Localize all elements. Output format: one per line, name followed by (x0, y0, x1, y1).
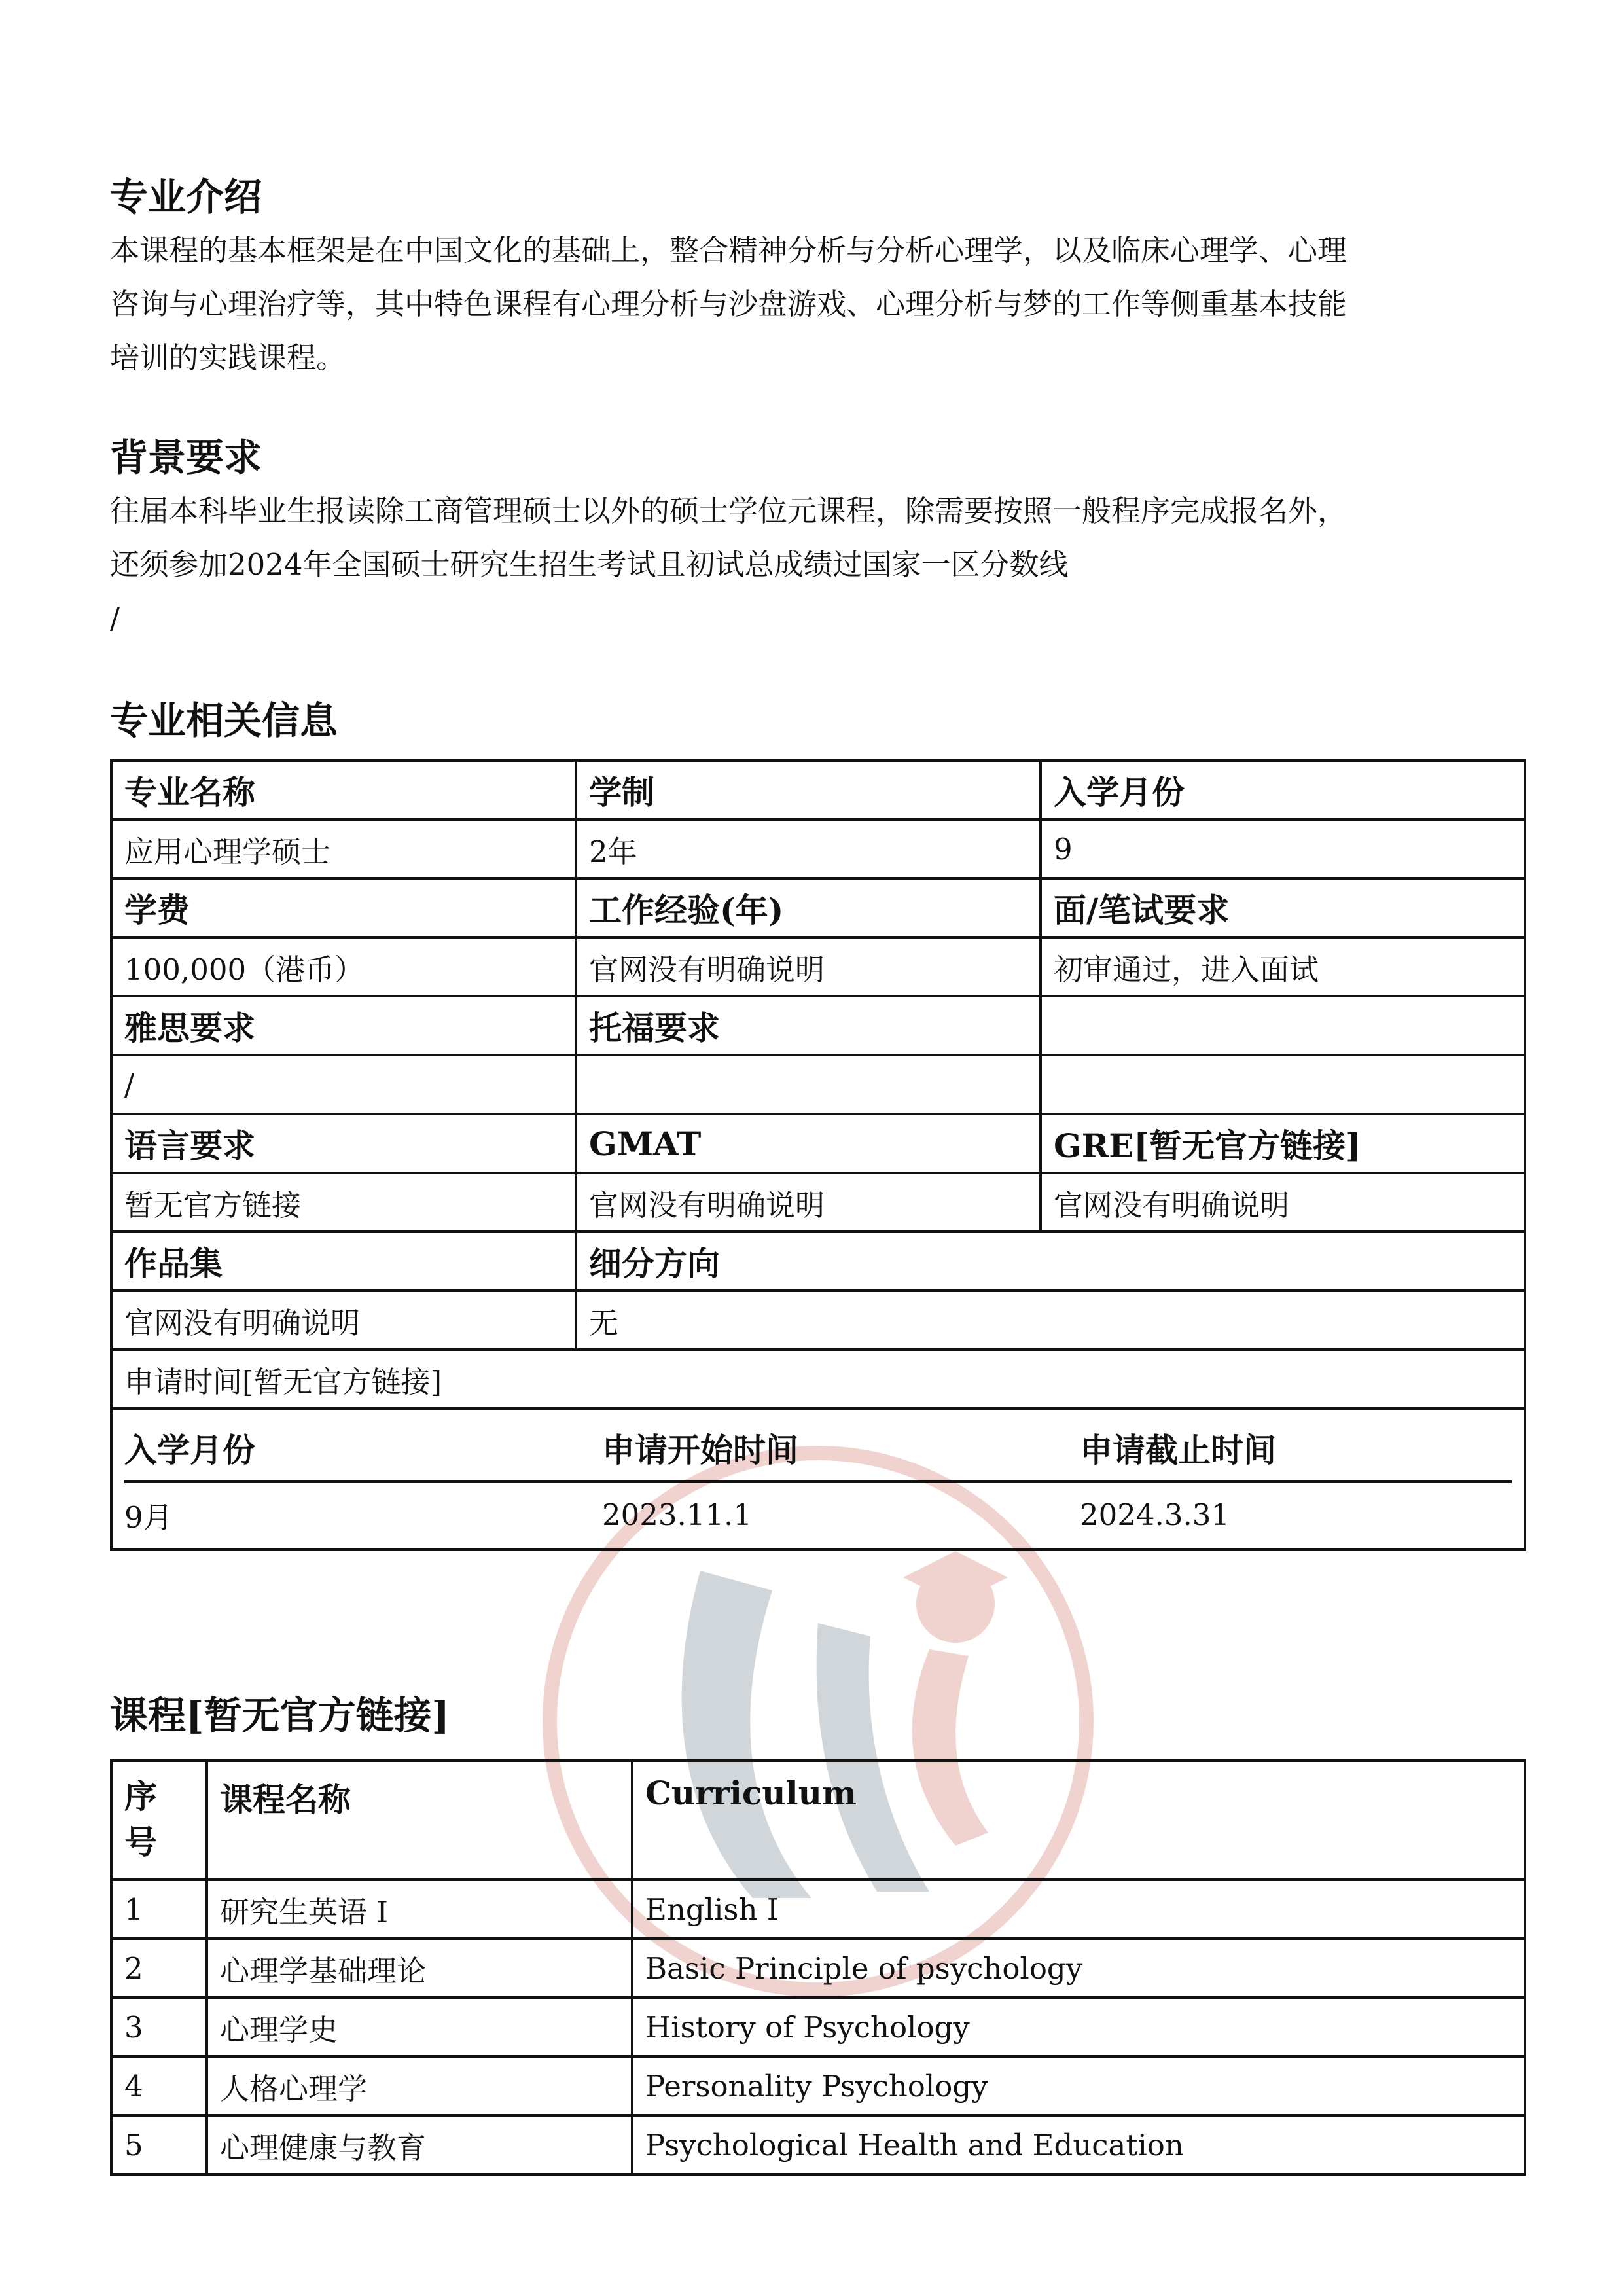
direction-label: 细分方向 (576, 1232, 1525, 1291)
course-en: Basic Principle of psychology (632, 1939, 1525, 1998)
work-experience-value: 官网没有明确说明 (576, 937, 1041, 996)
work-experience-label: 工作经验(年) (576, 878, 1041, 937)
major-value: 应用心理学硕士 (111, 819, 576, 878)
background-line: 还须参加2024年全国硕士研究生招生考试且初试总成绩过国家一区分数线 (110, 547, 1069, 582)
intake-label: 入学月份 (1041, 761, 1525, 819)
course-no: 2 (111, 1939, 207, 1998)
background-title: 背景要求 (110, 435, 262, 480)
dates-start-header: 申请开始时间 (602, 1410, 1080, 1482)
apply-dates-table (124, 1410, 1512, 1548)
portfolio-value: 官网没有明确说明 (111, 1291, 576, 1350)
info-table (110, 759, 1526, 1551)
table-row (111, 1998, 1525, 2056)
gmat-label: GMAT (576, 1114, 1041, 1173)
course-en: Personality Psychology (632, 2056, 1525, 2115)
dates-end-header: 申请截止时间 (1080, 1410, 1512, 1482)
course-en: English I (632, 1880, 1525, 1939)
intro-line: 本课程的基本框架是在中国文化的基础上，整合精神分析与分析心理学，以及临床心理学、心理 (110, 233, 1347, 268)
major-label: 专业名称 (111, 761, 576, 819)
course-no-header-line: 序 (124, 1777, 157, 1816)
course-cn: 研究生英语 I (207, 1880, 632, 1939)
course-no-header-line: 号 (124, 1823, 157, 1861)
apply-time-label: 申请时间[暂无官方链接] (111, 1350, 1525, 1408)
course-no: 1 (111, 1880, 207, 1939)
intake-value: 9 (1041, 819, 1525, 878)
empty-cell (1041, 996, 1525, 1055)
apply-dates-cell (111, 1408, 1525, 1549)
dates-intake-header: 入学月份 (124, 1410, 602, 1482)
interview-value: 初审通过，进入面试 (1041, 937, 1525, 996)
courses-title: 课程[暂无官方链接] (110, 1693, 450, 1738)
table-row (111, 1939, 1525, 1998)
course-table (110, 1759, 1526, 2176)
gre-value: 官网没有明确说明 (1041, 1173, 1525, 1232)
intro-paragraph (110, 224, 1524, 385)
course-cn-header: 课程名称 (207, 1761, 632, 1880)
course-en: Psychological Health and Education (632, 2115, 1525, 2174)
table-row (111, 2115, 1525, 2174)
ielts-label: 雅思要求 (111, 996, 576, 1055)
gre-label: GRE[暂无官方链接] (1041, 1114, 1525, 1173)
tuition-value: 100,000（港币） (111, 937, 576, 996)
empty-cell (1041, 1055, 1525, 1114)
direction-value: 无 (576, 1291, 1525, 1350)
gmat-value: 官网没有明确说明 (576, 1173, 1041, 1232)
ielts-value: / (111, 1055, 576, 1114)
toefl-label: 托福要求 (576, 996, 1041, 1055)
intro-title: 专业介绍 (110, 175, 262, 219)
course-no-header (111, 1761, 207, 1880)
dates-intake-value: 9月 (124, 1500, 173, 1535)
course-cn: 心理学史 (207, 1998, 632, 2056)
dates-start-value: 2023.11.1 (602, 1498, 753, 1532)
language-value: 暂无官方链接 (111, 1173, 576, 1232)
course-en: History of Psychology (632, 1998, 1525, 2056)
portfolio-label: 作品集 (111, 1232, 576, 1291)
dates-end-value: 2024.3.31 (1080, 1498, 1230, 1532)
course-cn: 人格心理学 (207, 2056, 632, 2115)
table-row (111, 1880, 1525, 1939)
course-no: 5 (111, 2115, 207, 2174)
tuition-label: 学费 (111, 878, 576, 937)
background-paragraph (110, 484, 1524, 645)
course-no: 3 (111, 1998, 207, 2056)
course-no: 4 (111, 2056, 207, 2115)
intro-line: 咨询与心理治疗等，其中特色课程有心理分析与沙盘游戏、心理分析与梦的工作等侧重基本技能 (110, 287, 1347, 321)
background-line: 往届本科毕业生报读除工商管理硕士以外的硕士学位元课程，除需要按照一般程序完成报名外， (110, 493, 1347, 528)
duration-label: 学制 (576, 761, 1041, 819)
course-cn: 心理学基础理论 (207, 1939, 632, 1998)
language-label: 语言要求 (111, 1114, 576, 1173)
toefl-value (576, 1055, 1041, 1114)
background-line: / (110, 601, 120, 636)
interview-label: 面/笔试要求 (1041, 878, 1525, 937)
info-title: 专业相关信息 (110, 698, 338, 743)
table-row (111, 2056, 1525, 2115)
course-cn: 心理健康与教育 (207, 2115, 632, 2174)
duration-value: 2年 (576, 819, 1041, 878)
course-en-header: Curriculum (632, 1761, 1525, 1880)
intro-line: 培训的实践课程。 (110, 340, 346, 375)
